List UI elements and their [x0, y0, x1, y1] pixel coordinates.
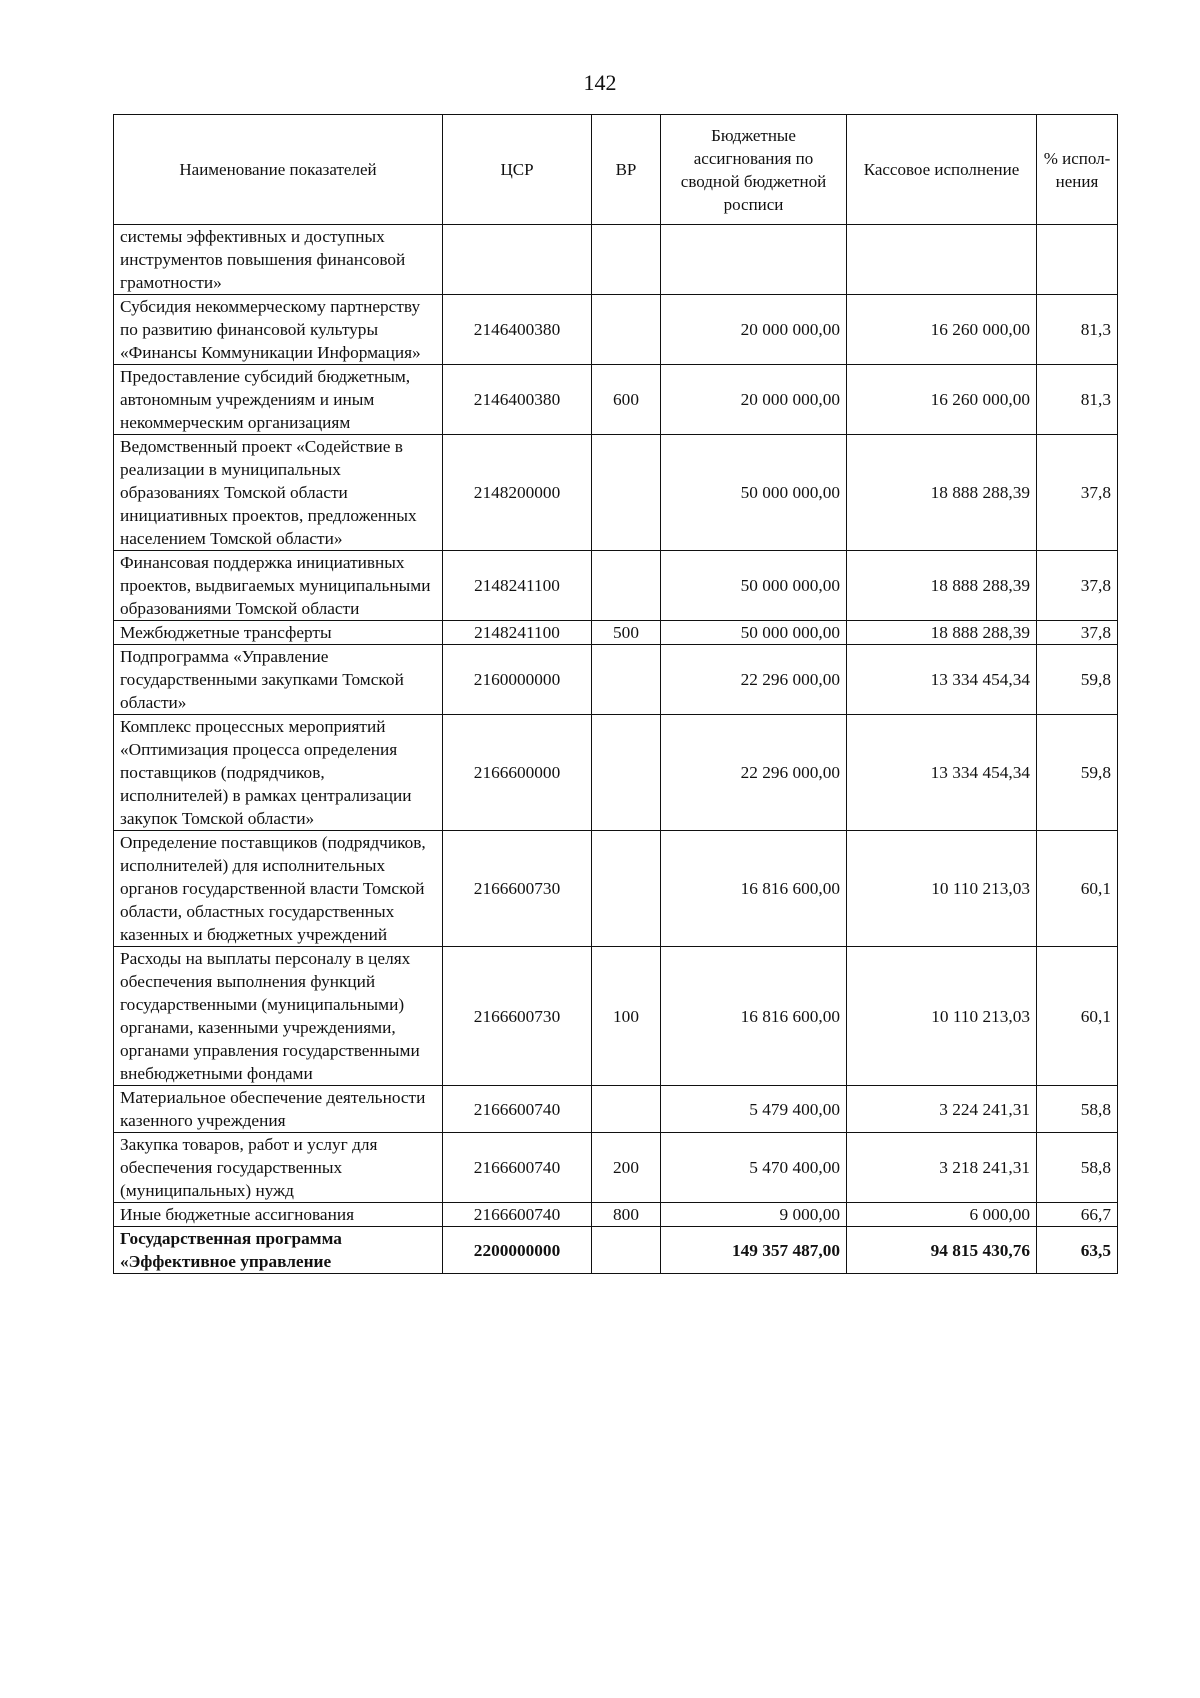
cell-name: Иные бюджетные ассигнования: [114, 1203, 443, 1227]
cell-name: Расходы на выплаты персоналу в целях обеспечения выполнения функций государственными (муниципальными) органами, казенными учреждениями, органами управления государственными внебюджетными фондами: [114, 947, 443, 1086]
cell-percent: [1037, 225, 1118, 295]
table-row: [114, 947, 1118, 1086]
cell-vr: 800: [592, 1203, 661, 1227]
header-percent: % испол-нения: [1037, 115, 1118, 225]
cell-name: Закупка товаров, работ и услуг для обеспечения государственных (муниципальных) нужд: [114, 1133, 443, 1203]
cell-percent: 66,7: [1037, 1203, 1118, 1227]
cell-allocations: 22 296 000,00: [661, 645, 847, 715]
cell-csr: 2200000000: [443, 1227, 592, 1274]
cell-allocations: 50 000 000,00: [661, 435, 847, 551]
cell-percent: 81,3: [1037, 365, 1118, 435]
cell-percent: 58,8: [1037, 1133, 1118, 1203]
cell-percent: 37,8: [1037, 621, 1118, 645]
cell-allocations: 20 000 000,00: [661, 365, 847, 435]
cell-csr: 2166600740: [443, 1086, 592, 1133]
cell-allocations: 50 000 000,00: [661, 621, 847, 645]
cell-name: Определение поставщиков (подрядчиков, исполнителей) для исполнительных органов государственной власти Томской области, областных государственных казенных и бюджетных учреждений: [114, 831, 443, 947]
cell-csr: 2148241100: [443, 621, 592, 645]
cell-csr: 2166600740: [443, 1203, 592, 1227]
cell-vr: [592, 1086, 661, 1133]
cell-cash-execution: 6 000,00: [847, 1203, 1037, 1227]
table-row: [114, 1086, 1118, 1133]
cell-csr: 2148200000: [443, 435, 592, 551]
cell-percent: 59,8: [1037, 645, 1118, 715]
table-row: [114, 1203, 1118, 1227]
table-row: [114, 551, 1118, 621]
cell-name: Межбюджетные трансферты: [114, 621, 443, 645]
cell-allocations: 149 357 487,00: [661, 1227, 847, 1274]
cell-percent: 59,8: [1037, 715, 1118, 831]
header-cash-execution: Кассовое исполнение: [847, 115, 1037, 225]
cell-vr: 200: [592, 1133, 661, 1203]
page-number: 142: [583, 70, 617, 95]
cell-percent: 60,1: [1037, 947, 1118, 1086]
cell-csr: 2166600000: [443, 715, 592, 831]
cell-vr: [592, 225, 661, 295]
cell-csr: 2160000000: [443, 645, 592, 715]
header-vr: ВР: [592, 115, 661, 225]
cell-vr: [592, 435, 661, 551]
cell-allocations: 22 296 000,00: [661, 715, 847, 831]
cell-allocations: 5 479 400,00: [661, 1086, 847, 1133]
cell-cash-execution: 3 224 241,31: [847, 1086, 1037, 1133]
cell-name: Финансовая поддержка инициативных проектов, выдвигаемых муниципальными образованиями Томской области: [114, 551, 443, 621]
cell-cash-execution: 94 815 430,76: [847, 1227, 1037, 1274]
header-allocations: Бюджетные ассигнования по сводной бюджетной росписи: [661, 115, 847, 225]
cell-allocations: 20 000 000,00: [661, 295, 847, 365]
cell-name: Предоставление субсидий бюджетным, автономным учреждениям и иным некоммерческим организациям: [114, 365, 443, 435]
cell-name: Государственная программа «Эффективное управление: [114, 1227, 443, 1274]
cell-percent: 37,8: [1037, 435, 1118, 551]
cell-allocations: 50 000 000,00: [661, 551, 847, 621]
cell-cash-execution: [847, 225, 1037, 295]
cell-allocations: 9 000,00: [661, 1203, 847, 1227]
cell-cash-execution: 16 260 000,00: [847, 295, 1037, 365]
cell-cash-execution: 18 888 288,39: [847, 551, 1037, 621]
cell-vr: [592, 551, 661, 621]
cell-csr: [443, 225, 592, 295]
cell-vr: [592, 295, 661, 365]
cell-csr: 2166600730: [443, 831, 592, 947]
cell-vr: 100: [592, 947, 661, 1086]
cell-allocations: 16 816 600,00: [661, 947, 847, 1086]
table-row: [114, 621, 1118, 645]
cell-vr: [592, 645, 661, 715]
cell-cash-execution: 13 334 454,34: [847, 715, 1037, 831]
cell-allocations: [661, 225, 847, 295]
cell-csr: 2166600730: [443, 947, 592, 1086]
cell-cash-execution: 13 334 454,34: [847, 645, 1037, 715]
cell-percent: 58,8: [1037, 1086, 1118, 1133]
cell-cash-execution: 18 888 288,39: [847, 621, 1037, 645]
cell-percent: 81,3: [1037, 295, 1118, 365]
cell-name: Подпрограмма «Управление государственными закупками Томской области»: [114, 645, 443, 715]
table-row: [114, 225, 1118, 295]
cell-percent: 63,5: [1037, 1227, 1118, 1274]
cell-csr: 2146400380: [443, 295, 592, 365]
cell-cash-execution: 10 110 213,03: [847, 947, 1037, 1086]
cell-csr: 2166600740: [443, 1133, 592, 1203]
budget-execution-table: [113, 114, 1118, 1274]
table-header-row: [114, 115, 1118, 225]
cell-vr: 600: [592, 365, 661, 435]
cell-vr: 500: [592, 621, 661, 645]
cell-csr: 2146400380: [443, 365, 592, 435]
cell-cash-execution: 18 888 288,39: [847, 435, 1037, 551]
cell-name: системы эффективных и доступных инструментов повышения финансовой грамотности»: [114, 225, 443, 295]
table-row: [114, 1133, 1118, 1203]
table-row: [114, 295, 1118, 365]
table-row: [114, 365, 1118, 435]
header-csr: ЦСР: [443, 115, 592, 225]
cell-name: Комплекс процессных мероприятий «Оптимизация процесса определения поставщиков (подрядчиков, исполнителей) в рамках централизации закупок Томской области»: [114, 715, 443, 831]
cell-vr: [592, 715, 661, 831]
cell-cash-execution: 16 260 000,00: [847, 365, 1037, 435]
cell-name: Субсидия некоммерческому партнерству по развитию финансовой культуры «Финансы Коммуникации Информация»: [114, 295, 443, 365]
cell-vr: [592, 831, 661, 947]
cell-cash-execution: 3 218 241,31: [847, 1133, 1037, 1203]
cell-vr: [592, 1227, 661, 1274]
cell-csr: 2148241100: [443, 551, 592, 621]
cell-name: Материальное обеспечение деятельности казенного учреждения: [114, 1086, 443, 1133]
cell-percent: 37,8: [1037, 551, 1118, 621]
header-name: Наименование показателей: [114, 115, 443, 225]
cell-name: Ведомственный проект «Содействие в реализации в муниципальных образованиях Томской области инициативных проектов, предложенных населением Томской области»: [114, 435, 443, 551]
cell-percent: 60,1: [1037, 831, 1118, 947]
table-row: [114, 1227, 1118, 1274]
cell-allocations: 16 816 600,00: [661, 831, 847, 947]
table-row: [114, 715, 1118, 831]
cell-cash-execution: 10 110 213,03: [847, 831, 1037, 947]
cell-allocations: 5 470 400,00: [661, 1133, 847, 1203]
table-row: [114, 831, 1118, 947]
table-row: [114, 645, 1118, 715]
table-row: [114, 435, 1118, 551]
